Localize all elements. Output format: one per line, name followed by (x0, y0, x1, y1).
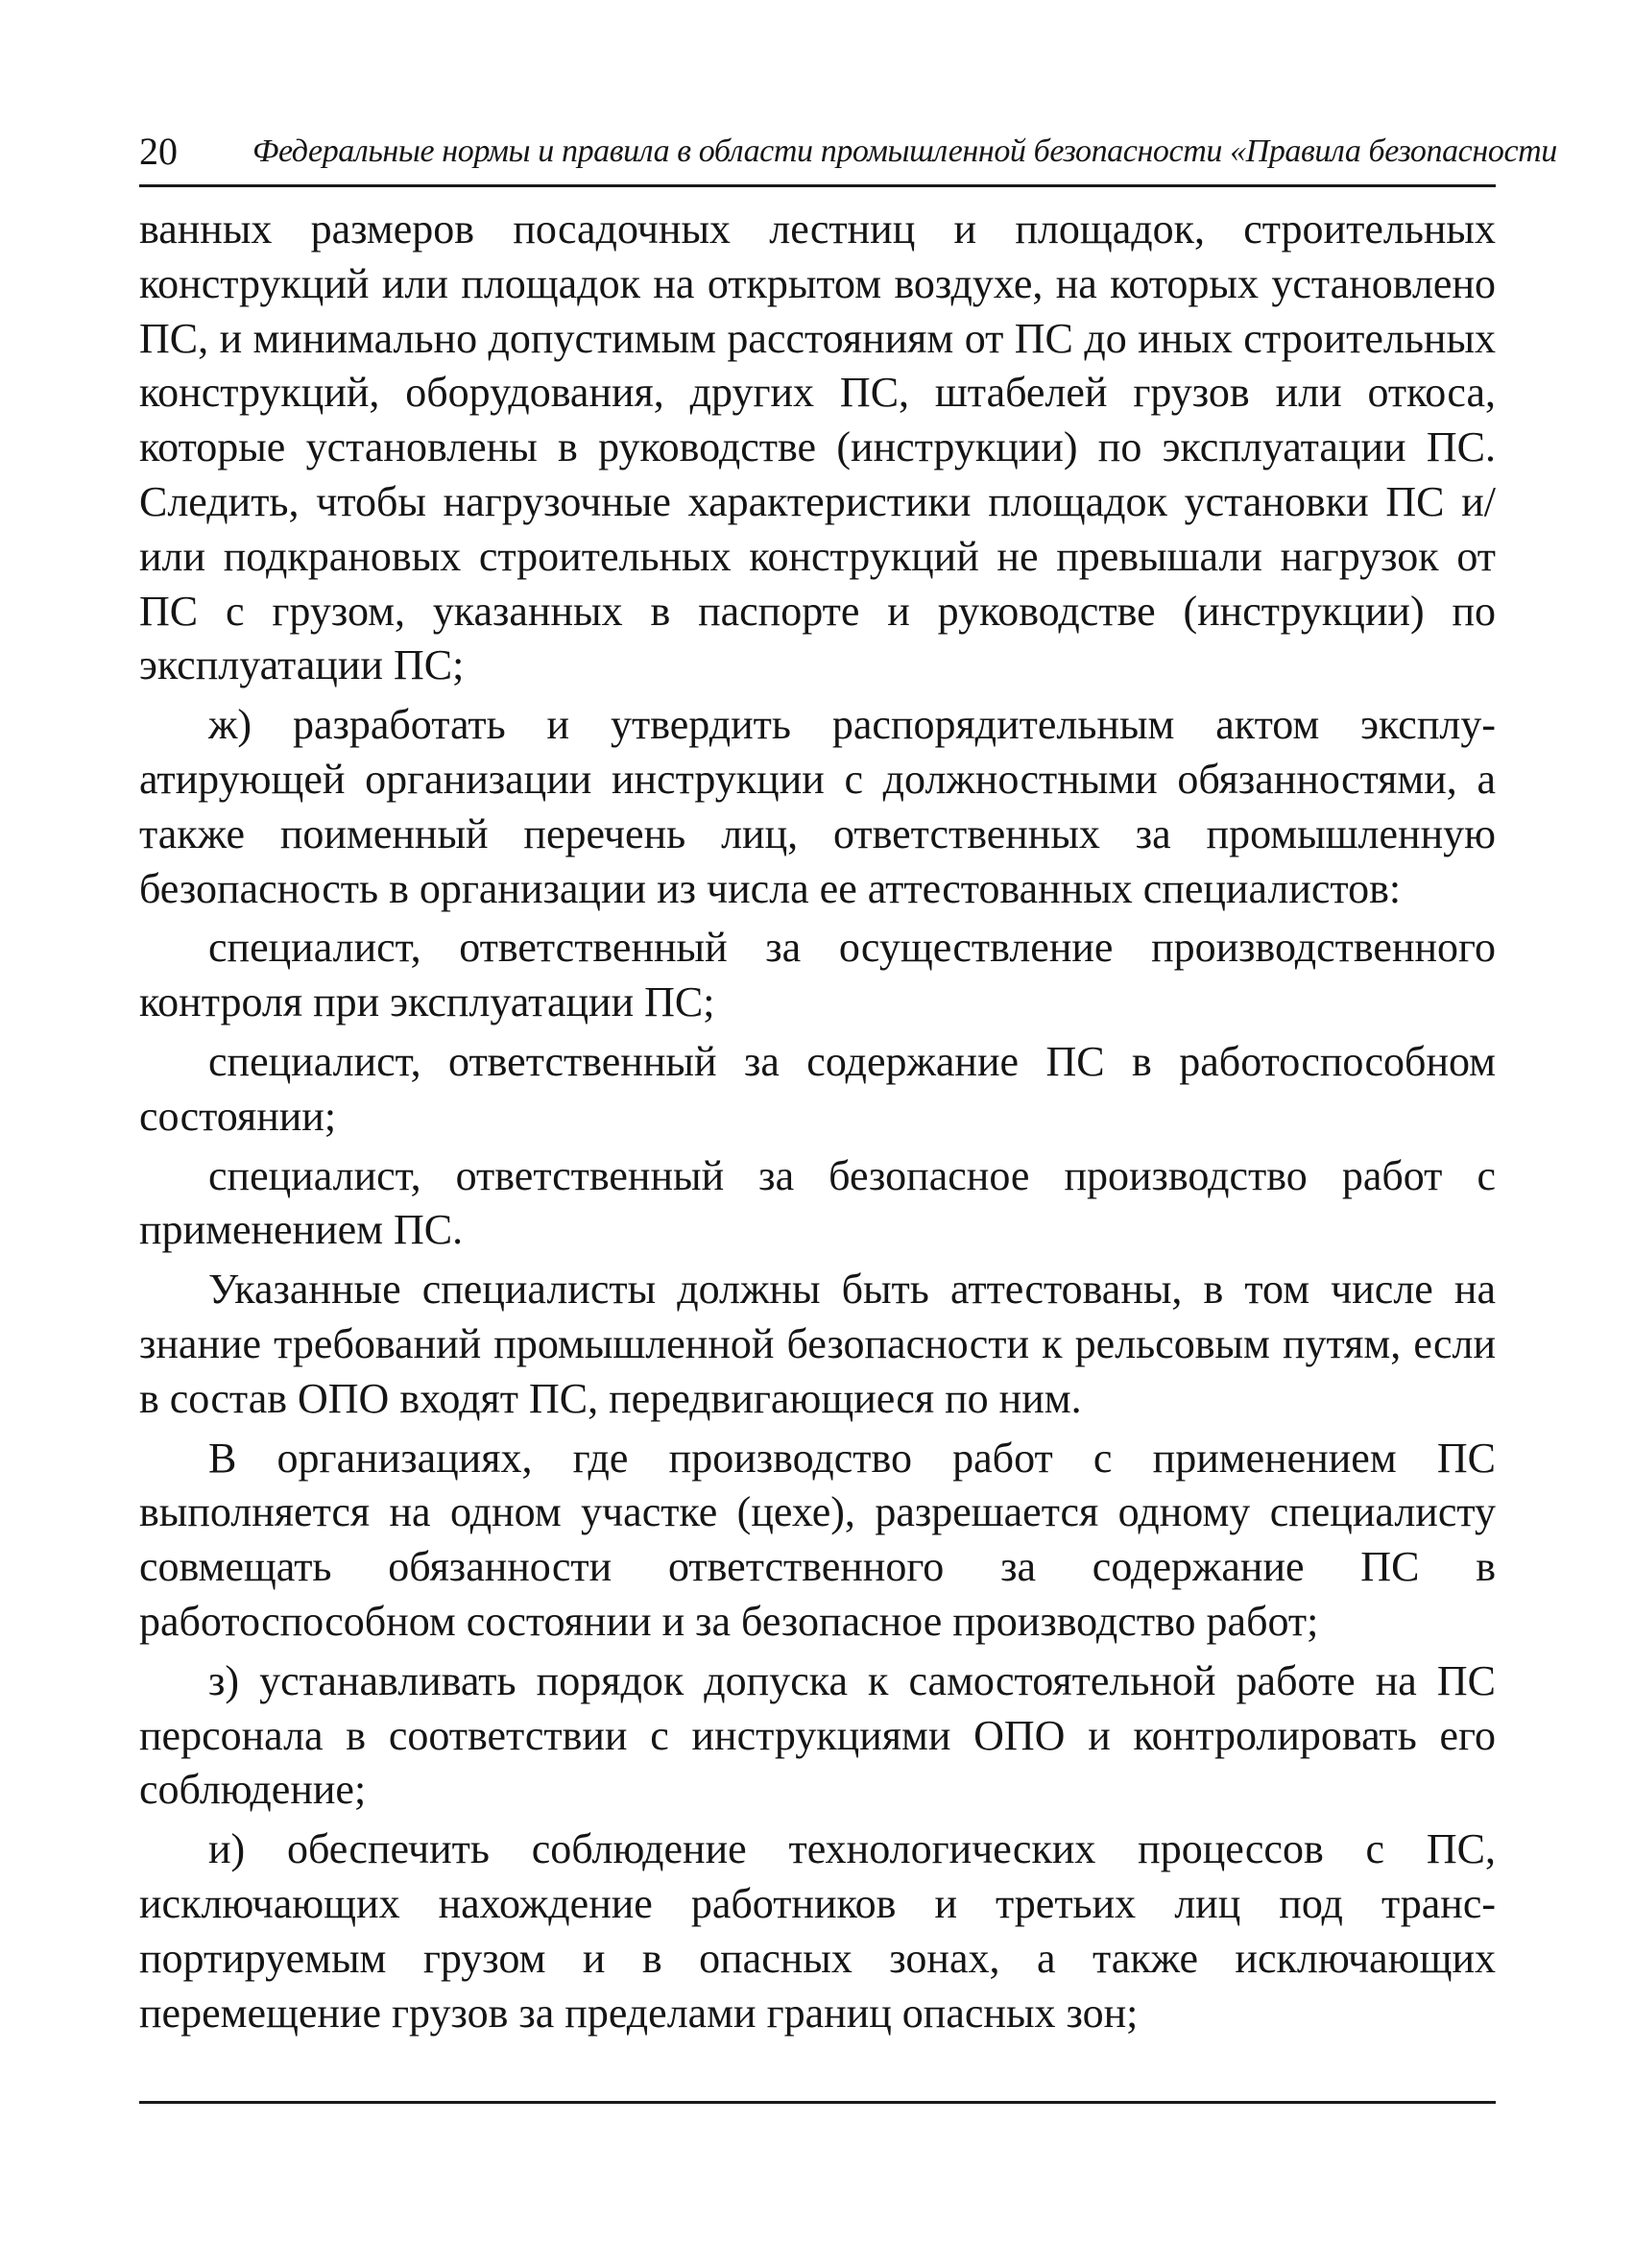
paragraph-combined-duties: В организациях, где производство работ с применением ПС выполняется на одном участке (цехе), разрешается одному специалисту совмещать обязанности ответственного за содержание ПС в работоспособном состоянии и за безопасное производство работ; (139, 1434, 1496, 1645)
paragraph-item-z: з) устанавливать порядок допуска к самостоятельной работе на ПС персонала в соответствии с инструкциями ОПО и контролировать его соблюдение; (139, 1656, 1496, 1814)
page-number: 20 (139, 130, 178, 173)
paragraph-specialist-production-control: специалист, ответственный за осуществление производственного контроля при эксплуатации ПС; (139, 924, 1496, 1026)
paragraph-attestation: Указанные специалисты должны быть аттестованы, в том числе на знание требований промышленной безопасности к рельсовым путям, если в состав ОПО входят ПС, передвигающиеся по ним. (139, 1266, 1496, 1422)
paragraph-item-zh: ж) разработать и утвердить распорядительным актом эксплуатирующей организации инструкции с должностными обязанностями, а также поименный перечень лиц, ответственных за промышленную безопасность в организации из числа ее аттестованных специалистов: (139, 701, 1496, 912)
book-page (139, 123, 1557, 2045)
bottom-divider (139, 2101, 1496, 2104)
running-title: Федеральные нормы и правила в области промышленной безопасности «Правила безопасности (252, 133, 1557, 169)
paragraph-continuation: ванных размеров посадочных лестниц и площадок, строительных конструкций или площадок на открытом воздухе, на которых установлено ПС, и минимально допустимым расстояниям от ПС до иных строительных конструкций, оборудования, других ПС, штабелей грузов или откоса, которые установлены в руководстве (инструкции) по эксплуатации ПС. Следить, чтобы нагрузочные характеристики площадок установки ПС и/или подкрановых строительных конструкций не превышали нагрузок от ПС с грузом, указанных в паспорте и руководстве (инструкции) по эксплуатации ПС; (139, 205, 1496, 689)
paragraph-specialist-maintenance: специалист, ответственный за содержание ПС в работоспособном состоянии; (139, 1037, 1496, 1140)
paragraph-item-i: и) обеспечить соблюдение технологических процессов с ПС, исключающих нахождение работников и третьих лиц под транспортируемым грузом и в опасных зонах, а также исключающих перемещение грузов за пределами границ опасных зон; (139, 1825, 1496, 2037)
running-header (139, 123, 1557, 187)
paragraph-specialist-safe-works: специалист, ответственный за безопасное производство работ с применением ПС. (139, 1151, 1496, 1254)
body-text (139, 203, 1496, 2040)
